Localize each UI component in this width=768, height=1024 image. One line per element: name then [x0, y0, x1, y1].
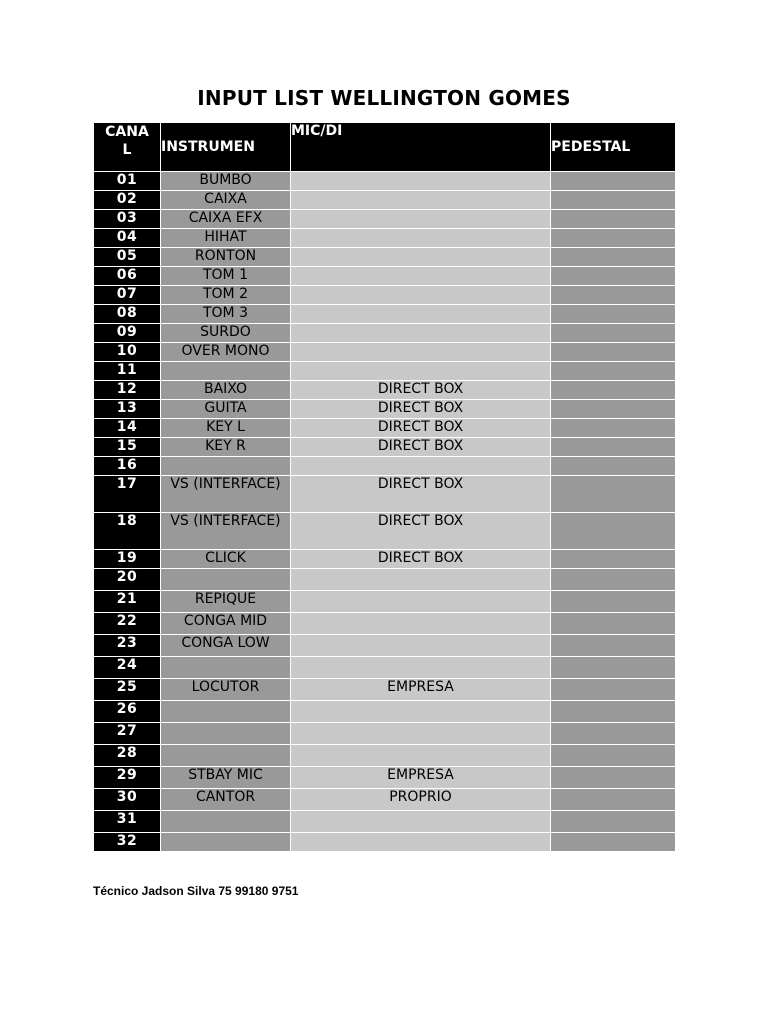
table-row [94, 191, 676, 210]
pedestal-cell [551, 362, 676, 381]
pedestal-cell [551, 701, 676, 723]
table-row [94, 745, 676, 767]
channel-number: 03 [94, 210, 161, 229]
page-title: INPUT LIST WELLINGTON GOMES [197, 86, 571, 110]
instrument-cell: CLICK [161, 550, 291, 569]
pedestal-cell [551, 476, 676, 513]
instrument-cell [161, 569, 291, 591]
instrument-cell: LOCUTOR [161, 679, 291, 701]
table-row [94, 657, 676, 679]
table-row [94, 613, 676, 635]
channel-number: 17 [94, 476, 161, 513]
mic-di-cell [291, 569, 551, 591]
instrument-cell: CAIXA EFX [161, 210, 291, 229]
table-row [94, 248, 676, 267]
table-row [94, 438, 676, 457]
table-row [94, 324, 676, 343]
pedestal-cell [551, 550, 676, 569]
instrument-cell: REPIQUE [161, 591, 291, 613]
table-row [94, 723, 676, 745]
pedestal-cell [551, 248, 676, 267]
instrument-cell: BAIXO [161, 381, 291, 400]
pedestal-cell [551, 324, 676, 343]
instrument-cell: CONGA MID [161, 613, 291, 635]
channel-number: 12 [94, 381, 161, 400]
table-row [94, 172, 676, 191]
pedestal-cell [551, 679, 676, 701]
table-row [94, 267, 676, 286]
mic-di-cell: EMPRESA [291, 679, 551, 701]
channel-number: 18 [94, 513, 161, 550]
mic-di-cell [291, 745, 551, 767]
pedestal-cell [551, 723, 676, 745]
channel-number: 04 [94, 229, 161, 248]
pedestal-cell [551, 569, 676, 591]
table-row [94, 476, 676, 513]
table-row [94, 305, 676, 324]
mic-di-cell [291, 210, 551, 229]
channel-number: 32 [94, 833, 161, 852]
table-row [94, 591, 676, 613]
table-row [94, 569, 676, 591]
table-row [94, 635, 676, 657]
pedestal-cell [551, 657, 676, 679]
channel-number: 01 [94, 172, 161, 191]
channel-number: 20 [94, 569, 161, 591]
pedestal-cell [551, 400, 676, 419]
mic-di-cell: DIRECT BOX [291, 419, 551, 438]
mic-di-cell [291, 613, 551, 635]
table-row [94, 811, 676, 833]
pedestal-cell [551, 210, 676, 229]
pedestal-cell [551, 305, 676, 324]
pedestal-cell [551, 438, 676, 457]
channel-number: 14 [94, 419, 161, 438]
instrument-cell: TOM 3 [161, 305, 291, 324]
instrument-cell [161, 701, 291, 723]
mic-di-cell [291, 248, 551, 267]
channel-number: 07 [94, 286, 161, 305]
instrument-cell: KEY R [161, 438, 291, 457]
table-row [94, 679, 676, 701]
table-row [94, 833, 676, 852]
footer-technician: Técnico Jadson Silva 75 99180 9751 [93, 884, 299, 898]
channel-number: 21 [94, 591, 161, 613]
mic-di-cell [291, 286, 551, 305]
pedestal-cell [551, 286, 676, 305]
pedestal-cell [551, 419, 676, 438]
instrument-cell: BUMBO [161, 172, 291, 191]
pedestal-cell [551, 789, 676, 811]
mic-di-cell: EMPRESA [291, 767, 551, 789]
instrument-cell: TOM 1 [161, 267, 291, 286]
pedestal-cell [551, 811, 676, 833]
table-row [94, 343, 676, 362]
channel-number: 30 [94, 789, 161, 811]
instrument-cell: SURDO [161, 324, 291, 343]
channel-number: 10 [94, 343, 161, 362]
mic-di-cell: DIRECT BOX [291, 381, 551, 400]
channel-number: 19 [94, 550, 161, 569]
pedestal-cell [551, 613, 676, 635]
channel-number: 31 [94, 811, 161, 833]
channel-number: 06 [94, 267, 161, 286]
header-pedestal: PEDESTAL [551, 123, 676, 172]
mic-di-cell [291, 635, 551, 657]
header-canal [94, 123, 161, 172]
channel-number: 02 [94, 191, 161, 210]
instrument-cell [161, 811, 291, 833]
instrument-cell: STBAY MIC [161, 767, 291, 789]
table-row [94, 400, 676, 419]
pedestal-cell [551, 767, 676, 789]
mic-di-cell: DIRECT BOX [291, 438, 551, 457]
table-row [94, 789, 676, 811]
mic-di-cell [291, 324, 551, 343]
mic-di-cell [291, 343, 551, 362]
table-row [94, 419, 676, 438]
table-row [94, 767, 676, 789]
instrument-cell: HIHAT [161, 229, 291, 248]
channel-number: 16 [94, 457, 161, 476]
mic-di-cell [291, 723, 551, 745]
pedestal-cell [551, 513, 676, 550]
pedestal-cell [551, 457, 676, 476]
instrument-cell [161, 362, 291, 381]
pedestal-cell [551, 172, 676, 191]
channel-number: 25 [94, 679, 161, 701]
instrument-cell [161, 833, 291, 852]
channel-number: 29 [94, 767, 161, 789]
instrument-cell: KEY L [161, 419, 291, 438]
channel-number: 08 [94, 305, 161, 324]
table-row [94, 286, 676, 305]
channel-number: 28 [94, 745, 161, 767]
input-list-table [93, 122, 676, 852]
header-instrumento: INSTRUMEN [161, 123, 291, 172]
header-row [94, 123, 676, 172]
pedestal-cell [551, 591, 676, 613]
mic-di-cell [291, 457, 551, 476]
pedestal-cell [551, 381, 676, 400]
mic-di-cell [291, 591, 551, 613]
instrument-cell: VS (INTERFACE) [161, 476, 291, 513]
instrument-cell [161, 723, 291, 745]
table-row [94, 362, 676, 381]
channel-number: 13 [94, 400, 161, 419]
instrument-cell: GUITA [161, 400, 291, 419]
table-row [94, 513, 676, 550]
table-row [94, 701, 676, 723]
pedestal-cell [551, 745, 676, 767]
mic-di-cell [291, 191, 551, 210]
instrument-cell: CANTOR [161, 789, 291, 811]
channel-number: 22 [94, 613, 161, 635]
pedestal-cell [551, 267, 676, 286]
instrument-cell: RONTON [161, 248, 291, 267]
table-row [94, 381, 676, 400]
instrument-cell: VS (INTERFACE) [161, 513, 291, 550]
pedestal-cell [551, 343, 676, 362]
mic-di-cell: DIRECT BOX [291, 550, 551, 569]
instrument-cell [161, 657, 291, 679]
instrument-cell: OVER MONO [161, 343, 291, 362]
table-row [94, 457, 676, 476]
channel-number: 24 [94, 657, 161, 679]
mic-di-cell [291, 811, 551, 833]
channel-number: 11 [94, 362, 161, 381]
mic-di-cell [291, 267, 551, 286]
instrument-cell: TOM 2 [161, 286, 291, 305]
mic-di-cell [291, 305, 551, 324]
mic-di-cell [291, 657, 551, 679]
mic-di-cell [291, 362, 551, 381]
header-canal-label: CANA L [105, 124, 149, 158]
header-mic-di: MIC/DI [291, 123, 551, 172]
table-row [94, 210, 676, 229]
channel-number: 15 [94, 438, 161, 457]
mic-di-cell: DIRECT BOX [291, 476, 551, 513]
instrument-cell: CONGA LOW [161, 635, 291, 657]
mic-di-cell: DIRECT BOX [291, 400, 551, 419]
channel-number: 09 [94, 324, 161, 343]
channel-number: 05 [94, 248, 161, 267]
channel-number: 23 [94, 635, 161, 657]
instrument-cell [161, 457, 291, 476]
mic-di-cell: PROPRIO [291, 789, 551, 811]
instrument-cell: CAIXA [161, 191, 291, 210]
pedestal-cell [551, 833, 676, 852]
channel-number: 26 [94, 701, 161, 723]
instrument-cell [161, 745, 291, 767]
pedestal-cell [551, 229, 676, 248]
channel-number: 27 [94, 723, 161, 745]
pedestal-cell [551, 635, 676, 657]
mic-di-cell: DIRECT BOX [291, 513, 551, 550]
pedestal-cell [551, 191, 676, 210]
mic-di-cell [291, 172, 551, 191]
mic-di-cell [291, 229, 551, 248]
mic-di-cell [291, 833, 551, 852]
table-row [94, 229, 676, 248]
mic-di-cell [291, 701, 551, 723]
input-list-body [94, 172, 676, 852]
table-row [94, 550, 676, 569]
